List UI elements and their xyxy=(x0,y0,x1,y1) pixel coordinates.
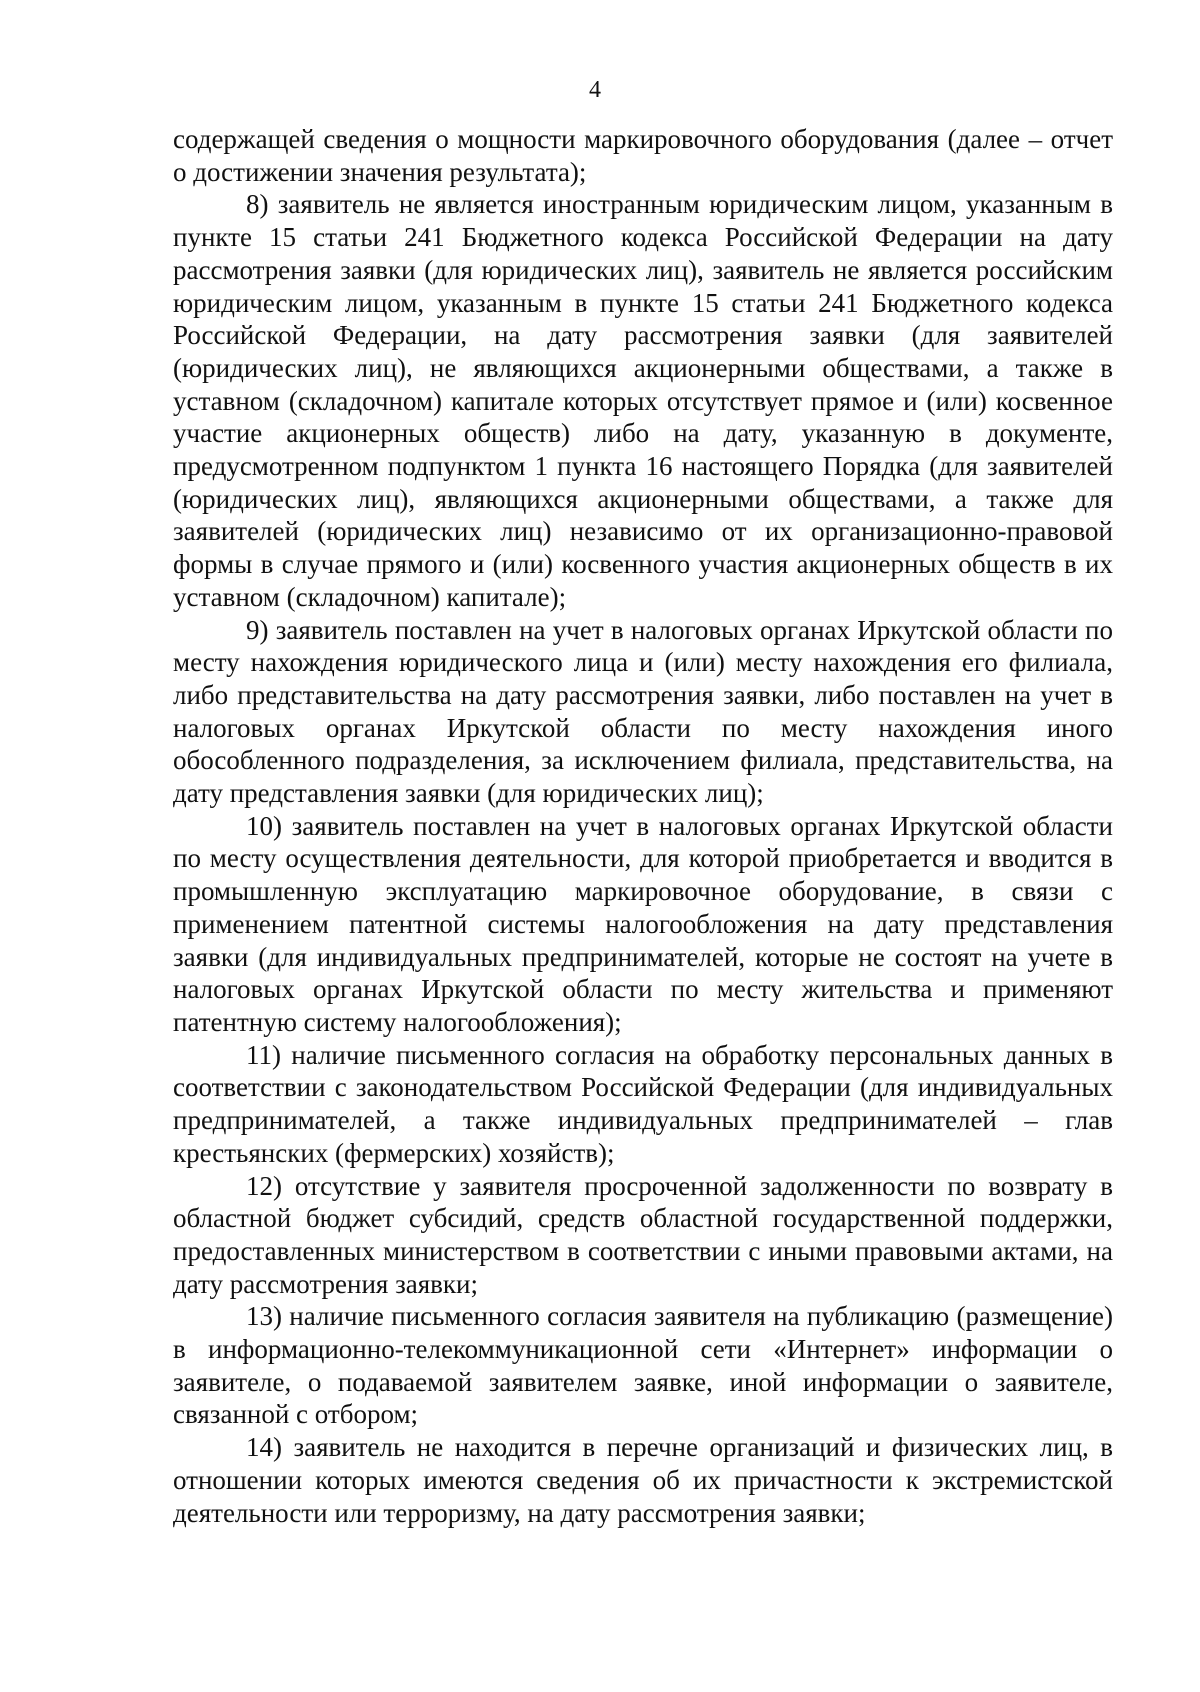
paragraph-item-10: 10) заявитель поставлен на учет в налоговых органах Иркутской области по месту осуществления деятельности, для которой приобретается и вводится в промышленную эксплуатацию маркировочное оборудование, в связи с применением патентной системы налогообложения на дату представления заявки (для индивидуальных предпринимателей, которые не состоят на учете в налоговых органах Иркутской области по месту жительства и применяют патентную систему налогообложения); xyxy=(173,810,1113,1037)
paragraph-item-8: 8) заявитель не является иностранным юридическим лицом, указанным в пункте 15 статьи 241 Бюджетного кодекса Российской Федерации на дату рассмотрения заявки (для юридических лиц), заявитель не является российским юридическим лицом, указанным в пункте 15 статьи 241 Бюджетного кодекса Российской Федерации, на дату рассмотрения заявки (для заявителей (юридических лиц), не являющихся акционерными обществами, а также в уставном (складочном) капитале которых отсутствует прямое и (или) косвенное участие акционерных обществ) либо на дату, указанную в документе, предусмотренном подпунктом 1 пункта 16 настоящего Порядка (для заявителей (юридических лиц), являющихся акционерными обществами, а также для заявителей (юридических лиц) независимо от их организационно-правовой формы в случае прямого и (или) косвенного участия акционерных обществ в их уставном (складочном) капитале); xyxy=(173,189,1113,612)
paragraph-item-12: 12) отсутствие у заявителя просроченной задолженности по возврату в областной бюджет субсидий, средств областной государственной поддержки, предоставленных министерством в соответствии с иными правовыми актами, на дату рассмотрения заявки; xyxy=(173,1170,1113,1299)
paragraph-item-9: 9) заявитель поставлен на учет в налоговых органах Иркутской области по месту нахождения юридического лица и (или) месту нахождения его филиала, либо представительства на дату рассмотрения заявки, либо поставлен на учет в налоговых органах Иркутской области по месту нахождения иного обособленного подразделения, за исключением филиала, представительства, на дату представления заявки (для юридических лиц); xyxy=(173,614,1113,809)
paragraph-continuation: содержащей сведения о мощности маркировочного оборудования (далее – отчет о достижении значения результата); xyxy=(173,124,1113,187)
document-body xyxy=(173,123,1113,1529)
page-number: 4 xyxy=(589,77,601,103)
paragraph-item-11: 11) наличие письменного согласия на обработку персональных данных в соответствии с законодательством Российской Федерации (для индивидуальных предпринимателей, а также индивидуальных предпринимателей – глав крестьянских (фермерских) хозяйств); xyxy=(173,1039,1113,1168)
paragraph-item-14: 14) заявитель не находится в перечне организаций и физических лиц, в отношении которых имеются сведения об их причастности к экстремистской деятельности или терроризму, на дату рассмотрения заявки; xyxy=(173,1432,1113,1528)
paragraph-item-13: 13) наличие письменного согласия заявителя на публикацию (размещение) в информационно-телекоммуникационной сети «Интернет» информации о заявителе, о подаваемой заявителем заявке, иной информации о заявителе, связанной с отбором; xyxy=(173,1301,1113,1430)
